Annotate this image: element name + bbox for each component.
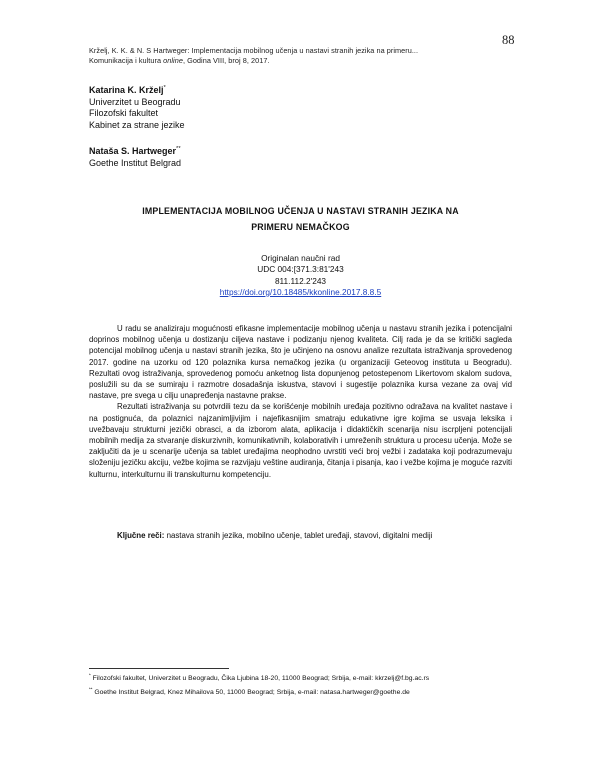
author-name-1: Katarina K. Krželj* bbox=[89, 85, 166, 95]
abstract-paragraph-1: U radu se analiziraju mogućnosti efikasne implementacije mobilnog učenja u nastavu stranih jezika i potencijalni doprinos mobilnog učenja u dostizanju ciljeva nastave i podizanju njenog kvaliteta. Cilj rada je da se kritički sagleda potencijal mobilnog učenja u nastavi stranih jezika, što je učinjeno na osnovu analize rezultata istraživanja sprovedenog 2017. godine na uzorku od 120 polaznika kursa nemačkog jezika (u organizaciji Geteovog instituta u Beogradu). Rezultati ovog istraživanja, sprovedenog pomoću anketnog lista dopunjenog petostepenom Likertovom skalom sudova, poslužili su da se sumiraju i razmotre dosadašnja iskustva, stavovi i sugestije polaznika kursa vezane za ovaj vid nastave, pre svega u cilju unapređenja nastavne prakse. bbox=[89, 324, 512, 401]
footnote-text-1: Filozofski fakultet, Univerzitet u Beogradu, Čika Ljubina 18-20, 11000 Beograd; Srbija, e-mail: kkrzelj@f.bg.ac.rs bbox=[92, 675, 430, 682]
running-head bbox=[89, 46, 529, 67]
footnote-2 bbox=[89, 688, 513, 698]
author-1-affiliation: Kabinet za strane jezike bbox=[89, 119, 185, 130]
abstract bbox=[89, 323, 512, 480]
author-2-affiliation: Goethe Institut Belgrad bbox=[89, 157, 182, 168]
author-block-2 bbox=[89, 146, 389, 169]
running-head-line-1: Krželj, K. K. & N. S Hartweger: Implementacija mobilnog učenja u nastavi stranih jezika na primeru... bbox=[89, 46, 419, 55]
keywords-label: Ključne reči: bbox=[117, 531, 165, 540]
author-marker-1: * bbox=[163, 85, 166, 91]
footnotes bbox=[89, 674, 513, 702]
author-marker-2: ** bbox=[176, 146, 181, 152]
abstract-paragraph-2: Rezultati istraživanja su potvrdili tezu da se korišćenje mobilnih uređaja pozitivno odražava na kvalitet nastave i na postignuća, da polaznici najzanimljivijim i najefikasnijim smatraju edukativne igre kojima se usvaja leksika i uvežbavaju strukturni jezički obrasci, a da izborom alata, aplikacija i didaktičkih scenarija nisu iscrpljeni potencijali mobilnih medija za stvaranje diskurzivnih, komunikativnih, kolaborativih i umreženih struktura u procesu učenja. Može se zaključiti da je u scenarije učenja sa tablet uređajima neophodno uvrstiti veći broj vežbi i zadataka koji podrazumevaju složeniju jezičku akciju, vežbe kojima se razvijaju veštine audiranja, čitanja i pisanja, kao i vežbe kojima je moguće razviti kulturnu, interkulturnu ili transkulturnu kompetenciju. bbox=[89, 402, 512, 479]
article-meta bbox=[89, 253, 512, 298]
udc-code-continued: 811.112.2'243 bbox=[274, 275, 327, 286]
footnote-1 bbox=[89, 674, 513, 684]
author-block-1 bbox=[89, 85, 389, 131]
footnote-divider bbox=[89, 668, 229, 669]
keywords bbox=[89, 530, 512, 541]
author-name-2: Nataša S. Hartweger** bbox=[89, 146, 181, 156]
article-title-line-1: IMPLEMENTACIJA MOBILNOG UČENJA U NASTAVI STRANIH JEZIKA NA bbox=[142, 206, 459, 216]
doi-link[interactable]: https://doi.org/10.18485/kkonline.2017.8.8.5 bbox=[219, 286, 382, 297]
author-1-affiliation: Filozofski fakultet bbox=[89, 108, 159, 119]
article-title bbox=[89, 203, 512, 235]
article-type: Originalan naučni rad bbox=[261, 253, 340, 263]
footnote-marker-2: ** bbox=[89, 686, 93, 692]
article-title-line-2: PRIMERU NEMAČKOG bbox=[251, 222, 350, 232]
journal-name: Komunikacija i kultura bbox=[89, 56, 164, 66]
journal-issue: , Godina VIII, broj 8, 2017. bbox=[182, 56, 270, 66]
keywords-text: nastava stranih jezika, mobilno učenje, tablet uređaji, stavovi, digitalni mediji bbox=[166, 531, 433, 540]
author-1-affiliation: Univerzitet u Beogradu bbox=[89, 96, 181, 107]
running-head-line-2 bbox=[89, 56, 529, 66]
journal-name-italic: online bbox=[163, 56, 183, 66]
page-number: 88 bbox=[502, 33, 515, 47]
udc-code: UDC 004:[371.3:81'243 bbox=[257, 264, 344, 275]
footnote-marker-1: * bbox=[89, 672, 91, 678]
footnote-text-2: Goethe Institut Belgrad, Knez Mihailova 50, 11000 Beograd; Srbija, e-mail: natasa.hartweger@goethe.de bbox=[94, 689, 410, 696]
